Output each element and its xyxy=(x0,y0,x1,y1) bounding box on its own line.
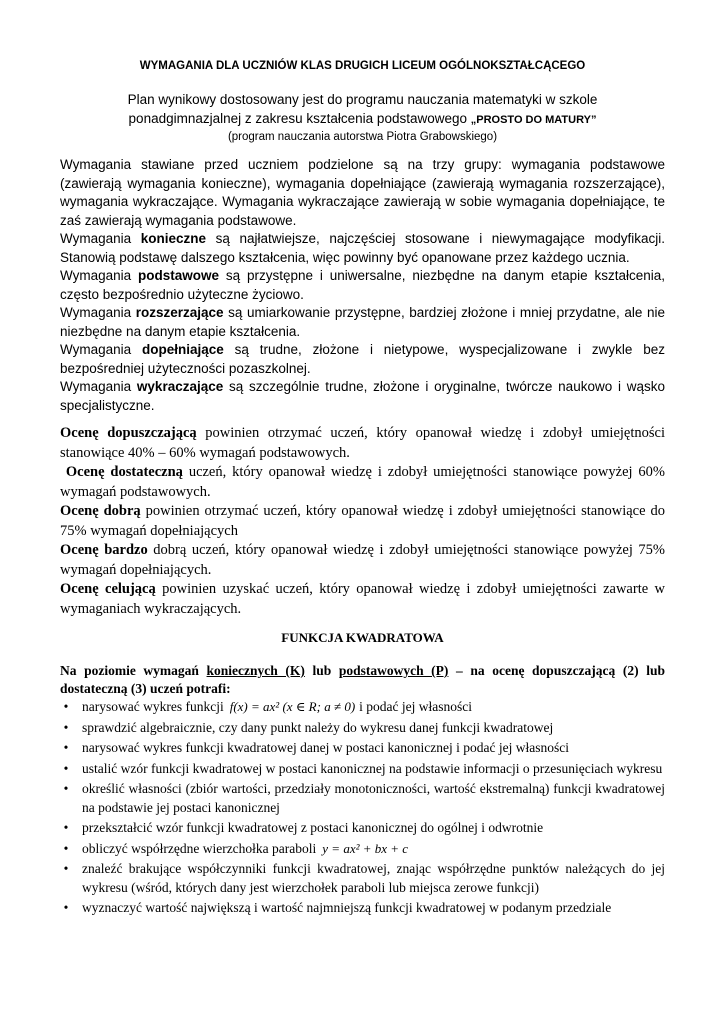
item-text: sprawdzić algebraicznie, czy dany punkt należy do wykresu danej funkcji kwadratowej xyxy=(82,719,554,735)
intro-text: Wymagania xyxy=(60,342,142,357)
item-text: narysować wykres funkcji kwadratowej danej w postaci kanonicznej i podać jej własności xyxy=(82,740,569,755)
req-underlined: podstawowych (P) xyxy=(338,663,449,678)
requirements-heading-text xyxy=(60,662,665,697)
item-text: i podać jej własności xyxy=(359,699,473,714)
grade-name: Ocenę celującą xyxy=(60,581,156,597)
req-text: – na ocenę dopuszczającą (2) lub dostateczną (3) uczeń potrafi: xyxy=(60,663,665,696)
req-text: lub xyxy=(304,663,339,678)
item-text: ustalić wzór funkcji kwadratowej w postaci kanonicznej na podstawie informacji o przesunięciach wykresu xyxy=(82,760,663,776)
item-text: obliczyć współrzędne wierzchołka paraboli xyxy=(82,840,317,856)
list-item xyxy=(60,760,665,779)
grade-name: Ocenę dobrą xyxy=(60,503,141,519)
plan-line-2 xyxy=(60,109,665,130)
bullet: • xyxy=(63,760,69,776)
list-item xyxy=(60,780,665,817)
list-item xyxy=(60,719,665,738)
grade-dopuszczajaca xyxy=(60,424,665,463)
intro-text: Wymagania xyxy=(60,305,136,320)
grade-text: powinien otrzymać uczeń, który opanował wiedzę i zdobył umiejętności stanowiące do 75% wymagań dopełniających xyxy=(60,503,665,539)
bullet: • xyxy=(63,699,69,714)
plan-description xyxy=(60,90,665,145)
list-item xyxy=(60,698,665,717)
grade-name: Ocenę bardzo xyxy=(60,542,148,558)
bullet: • xyxy=(63,820,69,835)
item-text: przekształcić wzór funkcji kwadratowej z postaci kanonicznej do ogólnej i odwrotnie xyxy=(82,820,544,835)
grade-criteria xyxy=(60,424,665,619)
intro-bold: dopełniające xyxy=(142,342,224,357)
bullet: • xyxy=(63,740,69,755)
intro-text: są szczególnie trudne, złożone i oryginalne, twórcze naukowo i wąsko specjalistyczne. xyxy=(60,379,665,413)
intro-dopelniajace xyxy=(60,341,665,378)
plan-line-1: Plan wynikowy dostosowany jest do programu nauczania matematyki w szkole xyxy=(127,92,598,107)
intro-podstawowe xyxy=(60,267,665,304)
intro-rozszerzajace xyxy=(60,304,665,341)
grade-text: dobrą uczeń, który opanował wiedzę i zdobył umiejętności stanowiące powyżej 75% wymagań dopełniających. xyxy=(60,542,666,578)
document-title: WYMAGANIA DLA UCZNIÓW KLAS DRUGICH LICEUM OGÓLNOKSZTAŁCĄCEGO xyxy=(139,60,586,72)
intro-bold: rozszerzające xyxy=(135,305,224,320)
req-underlined: koniecznych (K) xyxy=(206,663,305,678)
grade-text: uczeń, który opanował wiedzę i zdobył umiejętności stanowiące powyżej 60% wymagań podstawowych. xyxy=(60,464,665,500)
req-text: Na poziomie wymagań xyxy=(60,663,207,678)
formula: y = ax² + bx + c xyxy=(322,840,409,856)
intro-bold: podstawowe xyxy=(138,268,220,283)
grade-name: Ocenę dopuszczającą xyxy=(60,425,197,441)
book-title: „PROSTO DO MATURY” xyxy=(470,114,597,126)
list-item xyxy=(60,899,665,918)
item-text: znaleźć brakujące współczynniki funkcji kwadratowej, znając współrzędne punktów należących do jej wykresu (wśród, których dany jest wierzchołek paraboli lub miejsca zerowe funkcji) xyxy=(82,861,665,895)
grade-celujaca xyxy=(60,580,665,619)
section-title: FUNKCJA KWADRATOWA xyxy=(281,630,444,645)
grade-dobra xyxy=(60,502,665,541)
intro-wykraczajace xyxy=(60,378,665,415)
plan-line-2-text: ponadgimnazjalnej z zakresu kształcenia podstawowego xyxy=(128,111,471,126)
plan-line-3: (program nauczania autorstwa Piotra Grabowskiego) xyxy=(227,131,498,143)
list-item xyxy=(60,860,665,897)
requirements-heading xyxy=(60,662,665,697)
skills-list xyxy=(60,698,665,920)
requirements-intro xyxy=(60,156,665,415)
intro-text: Wymagania xyxy=(60,268,139,283)
intro-konieczne xyxy=(60,230,665,267)
intro-bold: wykraczające xyxy=(136,379,224,394)
formula: f(x) = ax² (x ∈ R; a ≠ 0) xyxy=(229,699,356,714)
grade-text: powinien otrzymać uczeń, który opanował wiedzę i zdobył umiejętności stanowiące 40% – 60% wymagań podstawowych. xyxy=(60,425,665,461)
intro-bold: konieczne xyxy=(140,231,207,246)
intro-text: są umiarkowanie przystępne, bardziej złożone i mniej przydatne, ale nie niezbędne na danym etapie kształcenia. xyxy=(60,305,665,339)
intro-text: Wymagania xyxy=(60,379,137,394)
bullet: • xyxy=(63,900,69,915)
grade-dostateczna xyxy=(60,463,665,502)
intro-text: są przystępne i uniwersalne, niezbędne na danym etapie kształcenia, często bezpośrednio użyteczne życiowo. xyxy=(60,268,665,302)
intro-text: są trudne, złożone i nietypowe, wyspecjalizowane i zwykle bez bezpośredniej użyteczności pozaszkolnej. xyxy=(60,342,665,376)
item-text: określić własności (zbiór wartości, przedziały monotoniczności, wartość ekstremalną) funkcji kwadratowej na podstawie jej postaci kanonicznej xyxy=(82,781,665,815)
list-item xyxy=(60,840,665,859)
intro-text: są najłatwiejsze, najczęściej stosowane i niewymagające modyfikacji. Stanowią podstawę dalszego kształcenia, więc powinny być opanowane przez każdego ucznia. xyxy=(60,231,665,265)
bullet: • xyxy=(63,861,69,876)
grade-text: powinien uzyskać uczeń, który opanował wiedzę i zdobył umiejętności zawarte w wymaganiach wykraczających. xyxy=(60,581,665,617)
intro-text: Wymagania xyxy=(60,231,141,246)
grade-name: Ocenę dostateczną xyxy=(65,464,183,480)
grade-bardzo-dobra xyxy=(60,541,665,580)
intro-paragraph: Wymagania stawiane przed uczniem podzielone są na trzy grupy: wymagania podstawowe (zawierają wymagania konieczne), wymagania dopełniające (zawierają wymagania rozszerzające), wymagania wykraczające. Wymagania wykraczające zawierają w sobie wymagania dopełniające, te zaś zawierają wymagania podstawowe. xyxy=(60,157,665,228)
item-text: wyznaczyć wartość największą i wartość najmniejszą funkcji kwadratowej w podanym przedziale xyxy=(82,900,612,915)
list-item xyxy=(60,819,665,838)
item-text: narysować wykres funkcji xyxy=(82,699,224,714)
list-item xyxy=(60,739,665,758)
bullet: • xyxy=(63,719,69,735)
bullet: • xyxy=(63,840,69,856)
bullet: • xyxy=(63,781,69,796)
